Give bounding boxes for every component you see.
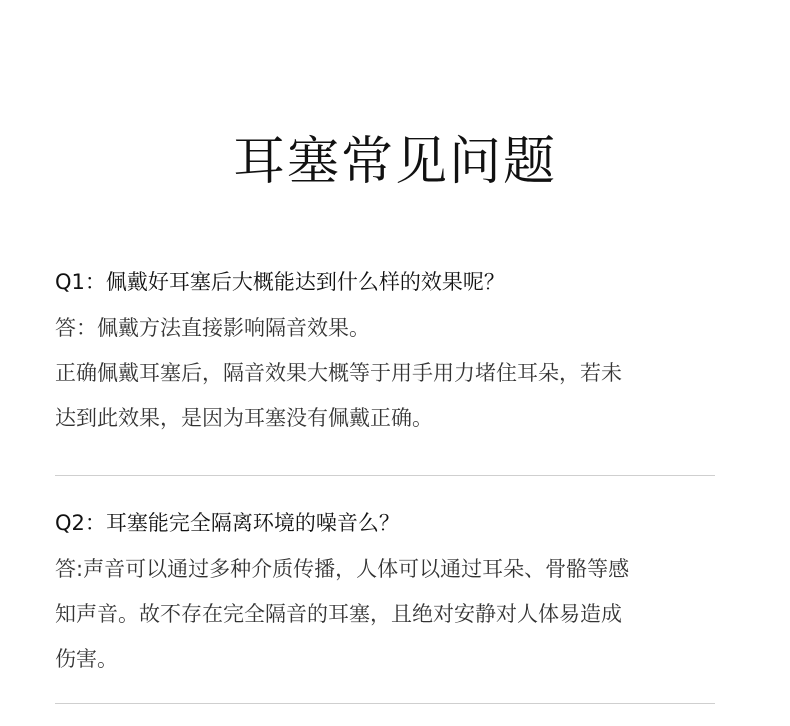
section-divider [55,475,715,476]
faq-answer-line: 答:声音可以通过多种介质传播，人体可以通过耳朵、骨骼等感 [55,557,630,581]
faq-answer-line: 知声音。故不存在完全隔音的耳塞，且绝对安静对人体易造成 [55,602,622,626]
faq-answer-line: 正确佩戴耳塞后，隔音效果大概等于用手用力堵住耳朵，若未 [55,361,622,385]
faq-answer-line: 伤害。 [55,647,118,671]
section-divider [55,703,715,704]
faq-answer-line: 达到此效果，是因为耳塞没有佩戴正确。 [55,406,433,430]
faq-item-q2 [55,503,715,682]
faq-question: Q1：佩戴好耳塞后大概能达到什么样的效果呢？ [55,270,505,294]
faq-answer-line: 答：佩戴方法直接影响隔音效果。 [55,316,370,340]
faq-item-q1 [55,262,715,441]
faq-question: Q2：耳塞能完全隔离环境的噪音么？ [55,511,400,535]
page-title: 耳塞常见问题 [232,132,557,192]
